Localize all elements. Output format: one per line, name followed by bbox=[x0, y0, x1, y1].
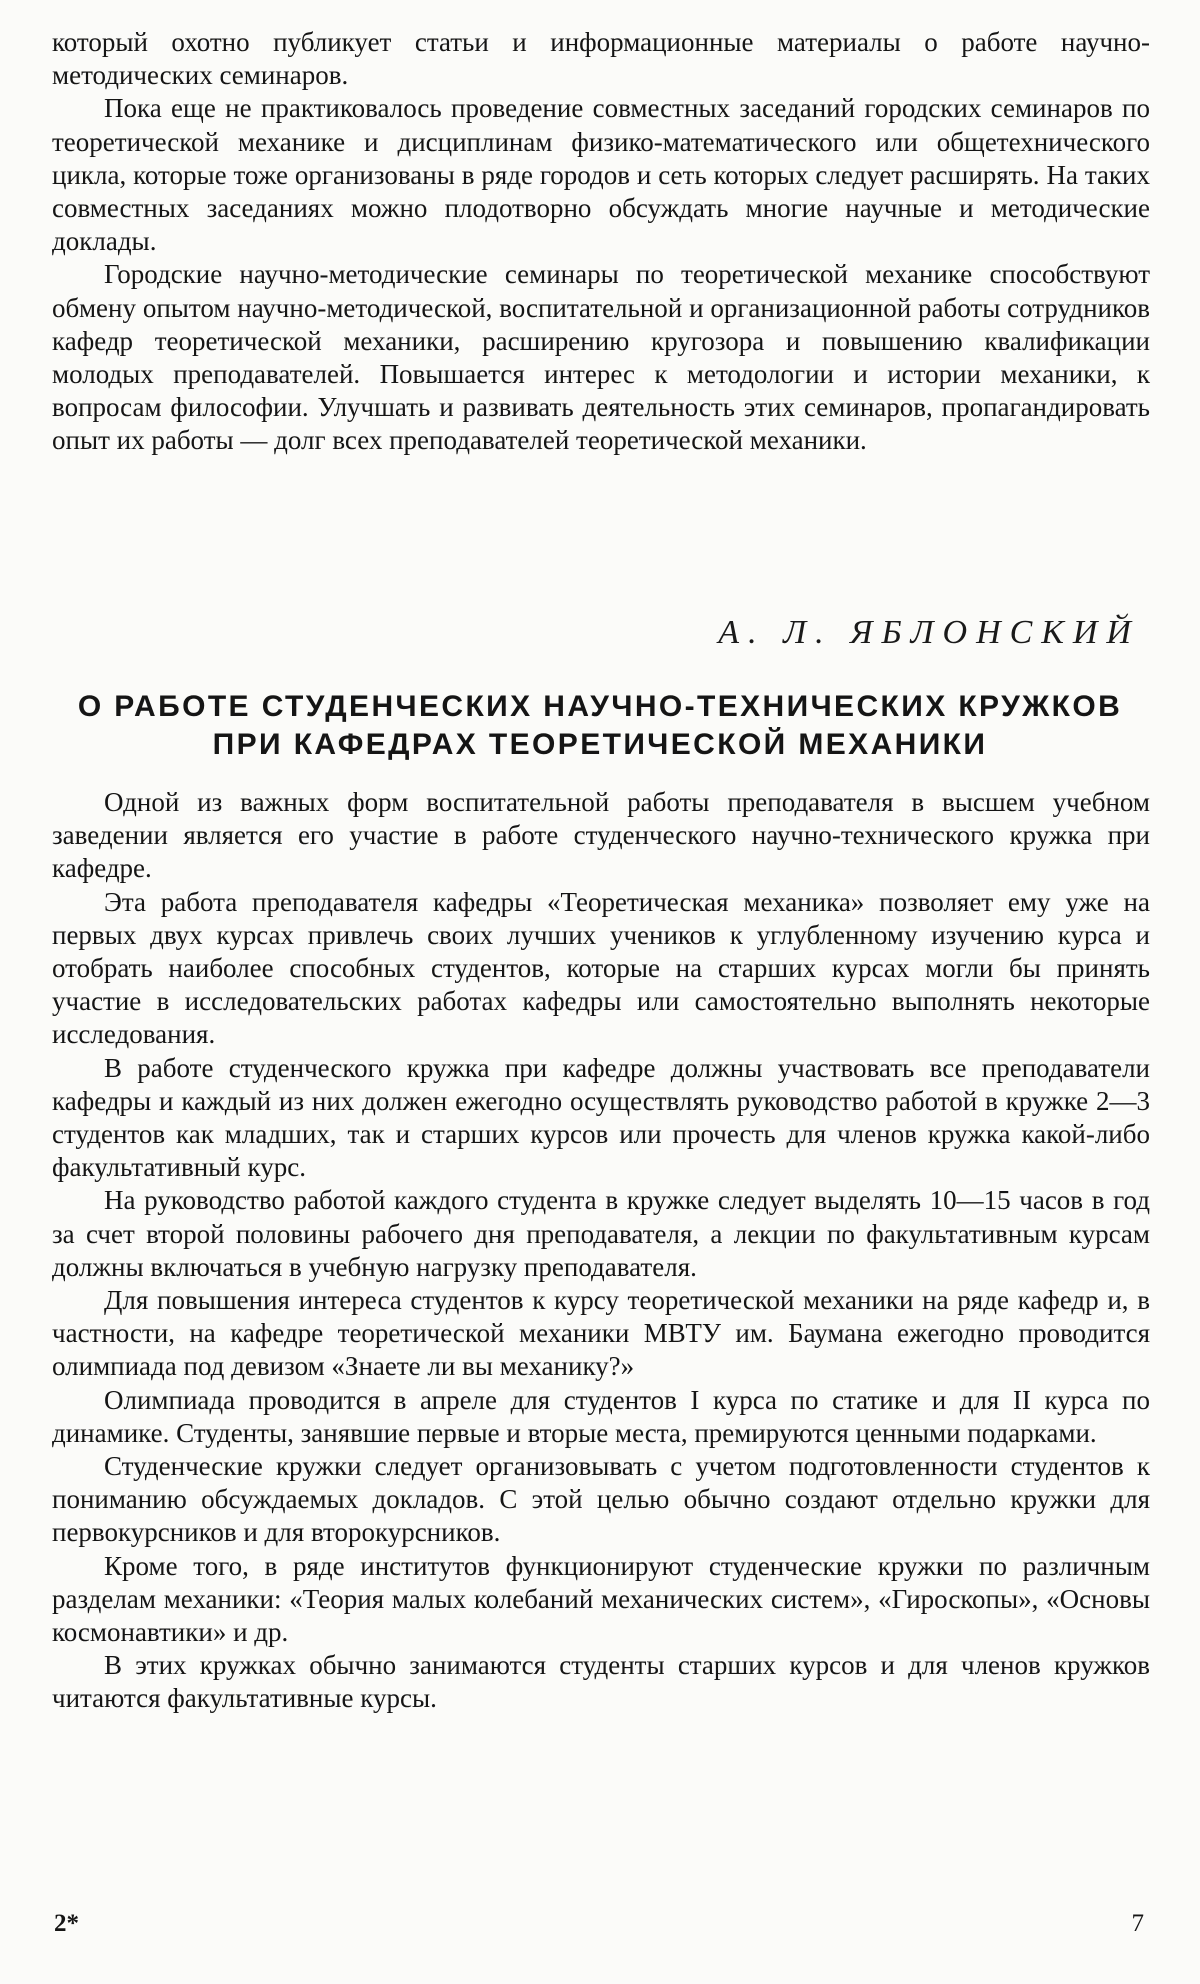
paragraph: Кроме того, в ряде институтов функционируют студенческие кружки по различным разделам механики: «Теория малых колебаний механических систем», «Гироскопы», «Основы космонавтики» и др. bbox=[52, 1550, 1150, 1648]
paragraph: Для повышения интереса студентов к курсу теоретической механики на ряде кафедр и, в частности, на кафедре теоретической механики МВТУ им. Баумана ежегодно проводится олимпиада под девизом «Знаете ли вы механику?» bbox=[52, 1285, 1150, 1382]
previous-article-ending bbox=[52, 26, 1150, 458]
paragraph: В работе студенческого кружка при кафедре должны участвовать все преподаватели кафедры и каждый из них должен ежегодно осуществлять руководство работой в кружке 2—3 студентов как младших, так и старших курсов или прочесть для членов кружка какой-либо факультативный курс. bbox=[52, 1052, 1150, 1183]
paragraph: Олимпиада проводится в апреле для студентов I курса по статике и для II курса по динамике. Студенты, занявшие первые и вторые места, премируются ценными подарками. bbox=[52, 1384, 1150, 1448]
article-title bbox=[40, 688, 1160, 764]
paragraph: Пока еще не практиковалось проведение совместных заседаний городских семинаров по теоретической механике и дисциплинам физико-математического или общетехнического цикла, которые тоже организованы в ряде городов и сеть которых следует расширять. На таких совместных заседаниях можно плодотворно обсуждать многие научные и методические доклады. bbox=[52, 93, 1150, 257]
paragraph-continuation: который охотно публикует статьи и информационные материалы о работе научно-методических семинаров. bbox=[52, 27, 1150, 91]
paragraph: На руководство работой каждого студента в кружке следует выделять 10—15 часов в год за счет второй половины рабочего дня преподавателя, а лекции по факультативным курсам должны включаться в учебную нагрузку преподавателя. bbox=[52, 1185, 1150, 1282]
article-author: А. Л. ЯБЛОНСКИЙ bbox=[718, 614, 1140, 651]
article-body bbox=[52, 786, 1150, 1716]
paragraph: Одной из важных форм воспитательной работы преподавателя в высшем учебном заведении является его участие в работе студенческого научно-технического кружка при кафедре. bbox=[52, 787, 1150, 884]
paragraph: Студенческие кружки следует организовывать с учетом подготовленности студентов к пониманию обсуждаемых докладов. С этой целью обычно создают отдельно кружки для первокурсников и для второкурсников. bbox=[52, 1451, 1150, 1548]
paragraph: В этих кружках обычно занимаются студенты старших курсов и для членов кружков читаются факультативные курсы. bbox=[52, 1650, 1150, 1714]
paragraph: Городские научно-методические семинары по теоретической механике способствуют обмену опытом научно-методической, воспитательной и организационной работы сотрудников кафедр теоретической механики, расширению кругозора и повышению квалификации молодых преподавателей. Повышается интерес к методологии и истории механики, к вопросам философии. Улучшать и развивать деятельность этих семинаров, пропагандировать опыт их работы — долг всех преподавателей теоретической механики. bbox=[52, 259, 1150, 456]
page-number: 7 bbox=[1131, 1910, 1144, 1937]
article-title-line: О РАБОТЕ СТУДЕНЧЕСКИХ НАУЧНО-ТЕХНИЧЕСКИХ КРУЖКОВ bbox=[77, 690, 1123, 723]
article-title-line: ПРИ КАФЕДРАХ ТЕОРЕТИЧЕСКОЙ МЕХАНИКИ bbox=[212, 728, 988, 761]
paragraph: Эта работа преподавателя кафедры «Теоретическая механика» позволяет ему уже на первых двух курсах привлечь своих лучших учеников к углубленному изучению курса и отобрать наиболее способных студентов, которые на старших курсах могли бы принять участие в исследовательских работах кафедры или самостоятельно выполнять некоторые исследования. bbox=[52, 886, 1150, 1050]
printer-signature-mark: 2* bbox=[54, 1910, 79, 1937]
